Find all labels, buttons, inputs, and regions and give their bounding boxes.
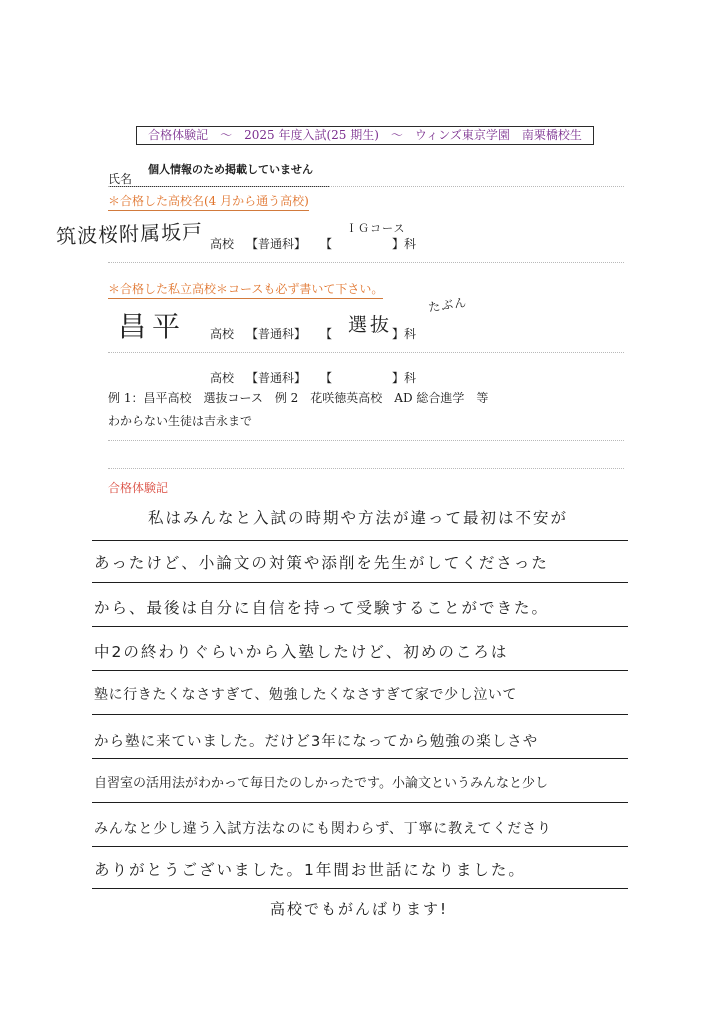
private-bracket-close-2: 】科 (392, 371, 417, 385)
private-school-section-label: ＊合格した私立高校＊コースも必ず書いて下さい。 (108, 280, 383, 299)
public-school-section-label: ＊合格した高校名(4 月から通う高校) (108, 192, 309, 211)
experience-line-6: から塾に来ていました。だけど3年になってから勉強の楽しさや (94, 734, 539, 750)
ruled-line (108, 440, 624, 441)
name-label: 氏名 (108, 172, 133, 186)
ruled-line (108, 352, 624, 353)
experience-line-1: 私はみんなと入試の時期や方法が違って最初は不安が (148, 509, 569, 527)
writing-line (92, 540, 628, 541)
private-course-type-2: 【普通科】 (246, 371, 307, 385)
writing-line (92, 888, 628, 889)
experience-line-5: 塾に行きたくなさすぎて、勉強したくなさすぎて家で少し泣いて (94, 687, 518, 703)
experience-line-3: から、最後は自分に自信を持って受験することができた。 (94, 599, 550, 617)
public-bracket-open: 【 (320, 237, 333, 251)
private-school-suffix-1: 高校 (210, 327, 235, 341)
writing-line (92, 846, 628, 847)
experience-line-8: みんなと少し違う入試方法なのにも関わらず、丁寧に教えてくださり (94, 821, 552, 837)
experience-line-7: 自習室の活用法がわかって毎日たのしかったです。小論文というみんなと少し (94, 776, 548, 791)
writing-line (92, 670, 628, 671)
writing-line (92, 802, 628, 803)
experience-line-9: ありがとうございました。1年間お世話になりました。 (94, 861, 526, 879)
name-privacy-note: 個人情報のため掲載していません (148, 163, 313, 176)
ruled-line (108, 468, 624, 469)
experience-heading: 合格体験記 (108, 481, 169, 495)
private-course-aside: たぶん (427, 295, 468, 315)
ruled-line (108, 262, 624, 263)
public-course-type: 【普通科】 (246, 237, 307, 251)
document-title: 合格体験記 ～ 2025 年度入試(25 期生) ～ ウィンズ東京学園 南栗橋校生 (136, 126, 594, 145)
public-school-name: 筑波桜附属坂戸 (55, 219, 204, 249)
experience-line-4: 中2の終わりぐらいから入塾したけど、初めのころは (94, 643, 509, 661)
private-bracket-open-1: 【 (320, 327, 333, 341)
public-course-name: ＩＧコース (346, 222, 406, 235)
private-bracket-close-1: 】科 (392, 327, 417, 341)
private-course-type-1: 【普通科】 (246, 327, 307, 341)
private-school-example: 例 1：昌平高校 選抜コース 例 2 花咲徳英高校 AD 総合進学 等 (108, 391, 489, 405)
private-school-suffix-2: 高校 (210, 371, 235, 385)
private-course-name-1: 選抜 (348, 314, 393, 336)
public-school-suffix: 高校 (210, 237, 235, 251)
private-bracket-open-2: 【 (320, 371, 333, 385)
writing-line (92, 714, 628, 715)
ruled-line (108, 186, 624, 187)
public-bracket-close: 】科 (392, 237, 417, 251)
experience-closing: 高校でもがんばります! (270, 900, 449, 918)
writing-line (92, 626, 628, 627)
private-school-name-1: 昌平 (118, 310, 187, 343)
writing-line (92, 758, 628, 759)
experience-line-2: あったけど、小論文の対策や添削を先生がしてくださった (94, 554, 549, 572)
private-school-help: わからない生徒は吉永まで (108, 414, 253, 428)
writing-line (92, 582, 628, 583)
